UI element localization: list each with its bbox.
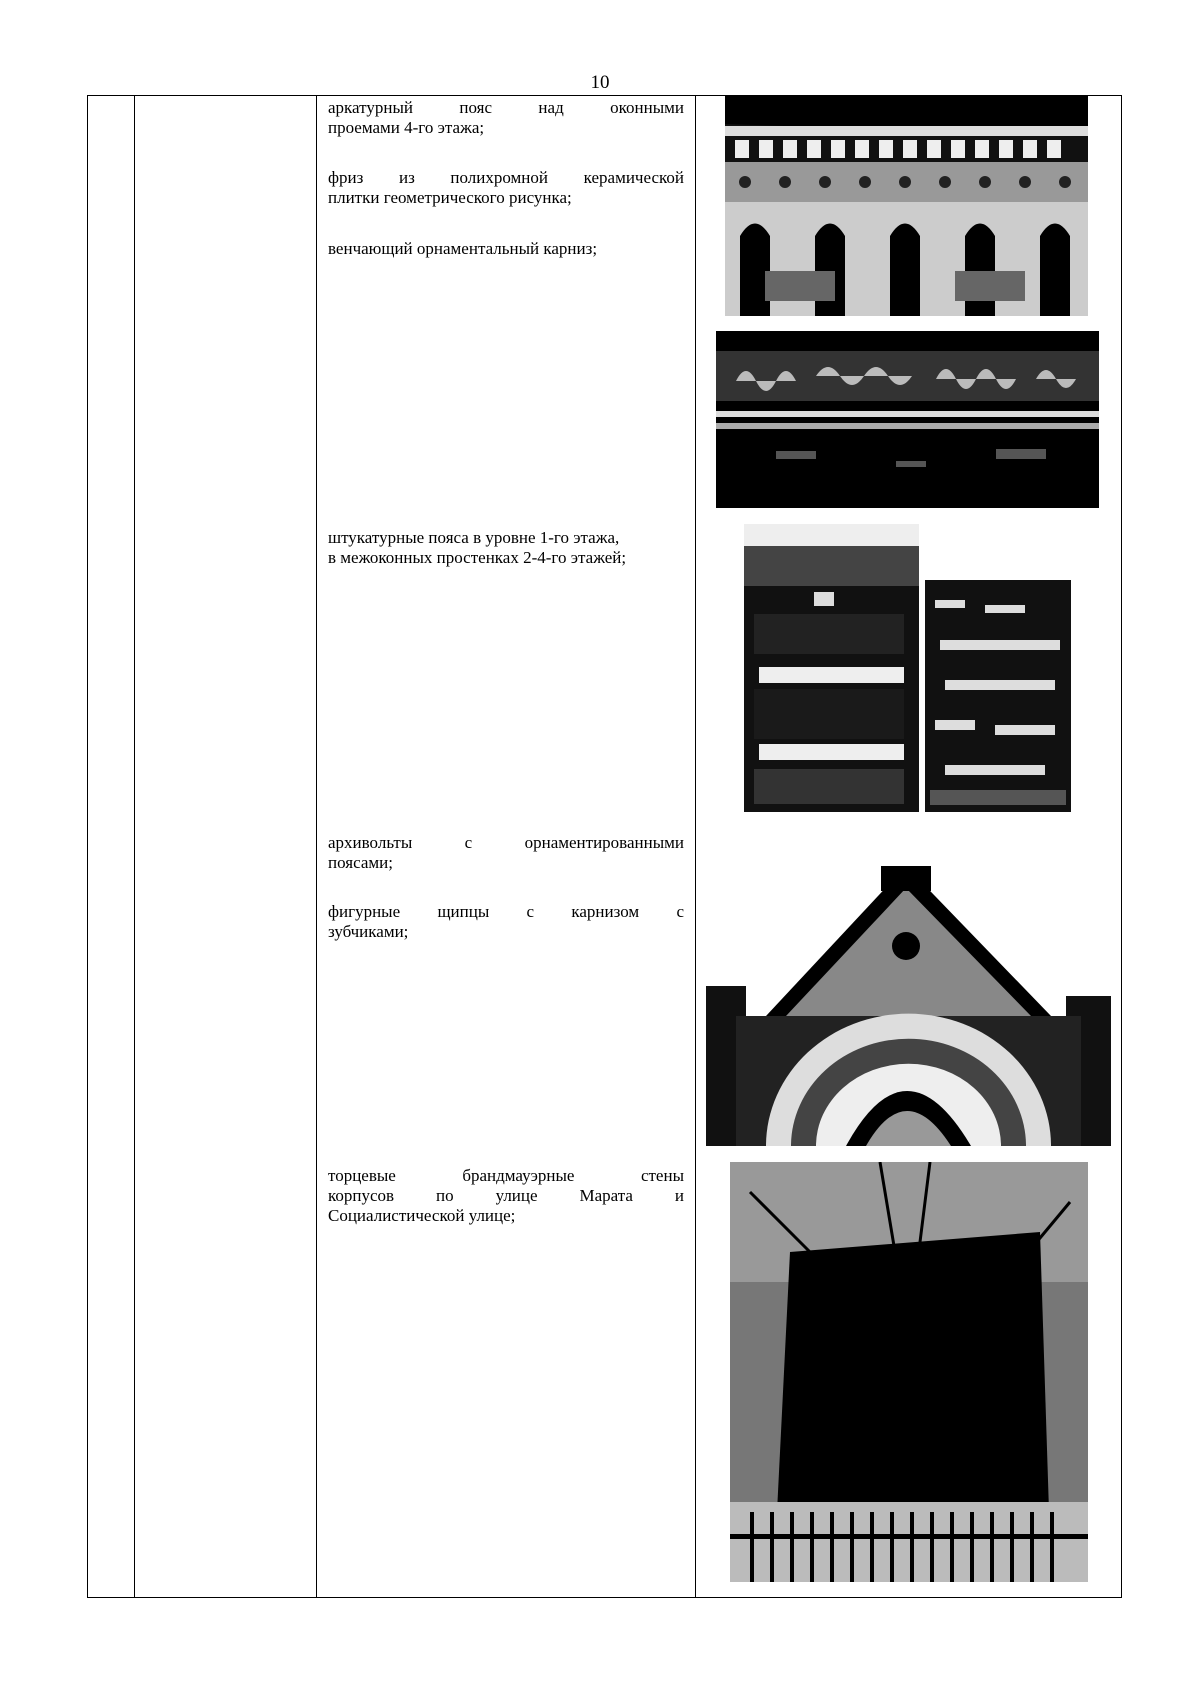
item-line: в межоконных простенках 2-4-го этажей; — [328, 548, 627, 567]
gable-archivolt-photo — [706, 866, 1111, 1146]
item-arcature-belt — [328, 98, 684, 138]
column-divider-1 — [134, 96, 135, 1597]
column-divider-3 — [695, 96, 696, 1597]
item-gables — [328, 902, 684, 942]
item-line: корпусов по улице Марата и — [328, 1186, 684, 1205]
item-line: проемами 4-го этажа; — [328, 118, 485, 137]
plaster-belts-photo-right — [925, 580, 1071, 812]
item-crowning-cornice — [328, 239, 684, 259]
item-line: поясами; — [328, 853, 393, 872]
item-firewall-walls — [328, 1166, 684, 1226]
item-line: штукатурные пояса в уровне 1-го этажа, — [328, 528, 620, 547]
arcade-facade-photo — [725, 96, 1088, 316]
item-plaster-belts — [328, 528, 684, 568]
item-archivolts — [328, 833, 684, 873]
item-line: Социалистической улице; — [328, 1206, 516, 1225]
item-line: зубчиками; — [328, 922, 409, 941]
item-line: фриз из полихромной керамической — [328, 168, 684, 187]
item-line: торцевые брандмауэрные стены — [328, 1166, 684, 1185]
page-number: 10 — [590, 72, 610, 93]
item-ceramic-frieze — [328, 168, 684, 208]
item-line: архивольты с орнаментированными — [328, 833, 684, 852]
plaster-belts-photo-left — [744, 524, 919, 812]
item-line: плитки геометрического рисунка; — [328, 188, 572, 207]
item-line: аркатурный пояс над оконными — [328, 98, 684, 117]
item-line: венчающий орнаментальный карниз; — [328, 239, 598, 258]
frieze-cornice-photo — [716, 331, 1099, 508]
column-divider-2 — [316, 96, 317, 1597]
item-line: фигурные щипцы с карнизом с — [328, 902, 684, 921]
firewall-wall-photo — [730, 1162, 1088, 1582]
